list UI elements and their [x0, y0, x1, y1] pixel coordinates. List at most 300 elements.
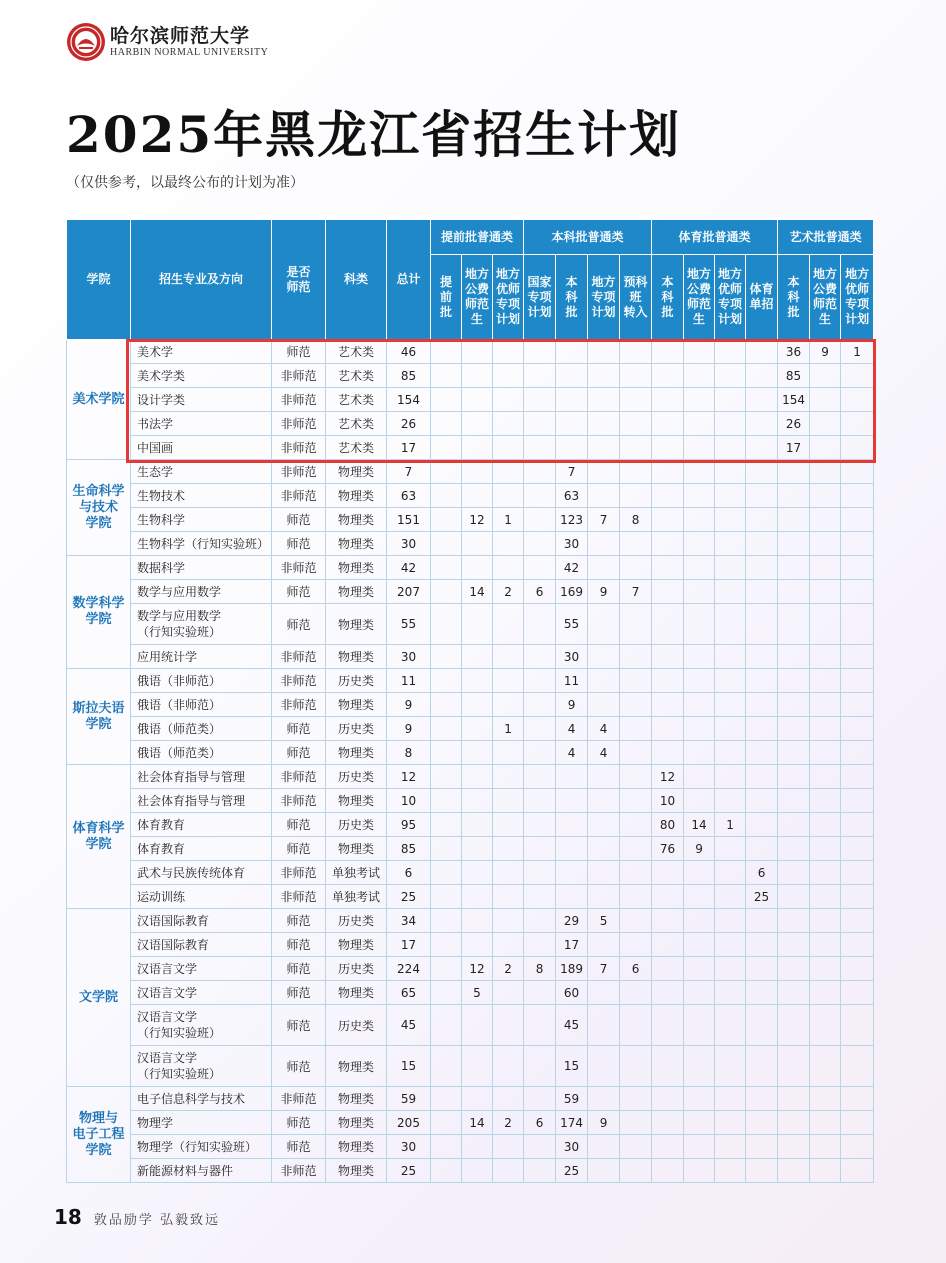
major-cell [131, 436, 272, 460]
table-row [67, 508, 874, 532]
subheader-cell [652, 255, 684, 340]
count-cell-text: 9 [599, 1115, 608, 1130]
count-cell [778, 717, 810, 741]
count-cell [556, 1111, 588, 1135]
major-cell [131, 340, 272, 364]
count-cell [746, 645, 778, 669]
count-cell [715, 813, 746, 837]
count-cell [746, 556, 778, 580]
count-cell [524, 1111, 556, 1135]
major-cell [131, 765, 272, 789]
subheader-cell [715, 255, 746, 340]
total-cell [387, 693, 431, 717]
count-cell [715, 765, 746, 789]
count-cell-text: 2 [504, 961, 512, 976]
count-cell-text: 1 [726, 817, 734, 832]
table-row [67, 1111, 874, 1135]
count-cell-text: 85 [785, 368, 802, 383]
group-header-arts: 艺术批普通类 [778, 220, 874, 255]
count-cell-text: 189 [560, 961, 583, 976]
college-cell [67, 1087, 131, 1183]
count-cell [556, 436, 588, 460]
normal-cell-text: 师范 [286, 537, 311, 551]
category-cell [326, 532, 387, 556]
count-cell [524, 580, 556, 604]
table-row [67, 340, 874, 364]
count-cell [556, 412, 588, 436]
subheader-text: 地方 公费 师范 生 [813, 267, 838, 326]
total-cell [387, 1111, 431, 1135]
count-cell [588, 460, 620, 484]
subheader-text: 地方 公费 师范 生 [464, 267, 489, 326]
category-cell [326, 669, 387, 693]
table-row [67, 789, 874, 813]
count-cell [841, 1005, 874, 1046]
count-cell [684, 412, 715, 436]
count-cell [493, 669, 524, 693]
count-cell [684, 1111, 715, 1135]
count-cell [715, 669, 746, 693]
count-cell [810, 789, 841, 813]
count-cell [493, 933, 524, 957]
count-cell [493, 1087, 524, 1111]
major-cell [131, 532, 272, 556]
count-cell [810, 580, 841, 604]
count-cell [524, 1087, 556, 1111]
normal-cell [272, 508, 326, 532]
total-cell [387, 765, 431, 789]
count-cell [524, 741, 556, 765]
count-cell-text: 7 [567, 464, 576, 479]
subheader-cell [588, 255, 620, 340]
count-cell [778, 837, 810, 861]
count-cell [588, 717, 620, 741]
count-cell [462, 1087, 493, 1111]
normal-cell [272, 364, 326, 388]
table-row [67, 556, 874, 580]
count-cell [462, 364, 493, 388]
count-cell-text: 59 [563, 1091, 580, 1106]
count-cell [462, 669, 493, 693]
major-cell [131, 556, 272, 580]
category-cell-text: 物理类 [337, 650, 374, 664]
table-row [67, 717, 874, 741]
count-cell [462, 717, 493, 741]
count-cell [588, 741, 620, 765]
subheader-text: 本 科 批 [787, 274, 800, 319]
count-cell [652, 909, 684, 933]
count-cell [652, 813, 684, 837]
count-cell [746, 861, 778, 885]
category-cell-text: 单独考试 [331, 866, 380, 880]
count-cell [620, 909, 652, 933]
count-cell [652, 388, 684, 412]
normal-cell-text: 非师范 [280, 770, 317, 784]
normal-cell [272, 412, 326, 436]
total-cell [387, 909, 431, 933]
total-cell [387, 957, 431, 981]
subheader-text: 地方 专项 计划 [591, 274, 616, 319]
count-cell [588, 1005, 620, 1046]
subheader-text: 本 科 批 [661, 274, 674, 319]
total-header: 总计 [387, 220, 431, 340]
normal-cell [272, 604, 326, 645]
count-cell [778, 364, 810, 388]
count-cell [841, 885, 874, 909]
major-cell-text: 物理学 [137, 1115, 174, 1130]
count-cell [746, 1135, 778, 1159]
normal-cell [272, 813, 326, 837]
count-cell-text: 7 [599, 512, 608, 527]
count-cell [841, 981, 874, 1005]
count-cell [684, 532, 715, 556]
category-cell [326, 789, 387, 813]
count-cell [431, 765, 462, 789]
count-cell [493, 981, 524, 1005]
count-cell [652, 1046, 684, 1087]
count-cell [620, 837, 652, 861]
category-cell-text: 艺术类 [337, 417, 374, 431]
count-cell-text: 5 [473, 985, 481, 1000]
category-cell-text: 艺术类 [337, 393, 374, 407]
count-cell [746, 813, 778, 837]
category-cell-text: 历史类 [337, 722, 374, 736]
count-cell [524, 1005, 556, 1046]
total-cell-text: 151 [397, 512, 420, 527]
total-cell-text: 9 [404, 721, 413, 736]
count-cell [778, 460, 810, 484]
count-cell-text: 36 [785, 344, 802, 359]
table-row [67, 1159, 874, 1183]
count-cell [810, 885, 841, 909]
total-cell-text: 154 [397, 392, 420, 407]
count-cell [746, 1159, 778, 1183]
normal-cell-text: 非师范 [280, 890, 317, 904]
count-cell [810, 508, 841, 532]
category-cell [326, 813, 387, 837]
count-cell [524, 693, 556, 717]
normal-cell-text: 师范 [286, 1059, 311, 1074]
normal-cell-text: 非师范 [280, 866, 317, 880]
table-row [67, 813, 874, 837]
count-cell [524, 837, 556, 861]
count-cell [462, 1005, 493, 1046]
count-cell [746, 484, 778, 508]
category-cell-text: 历史类 [337, 1018, 374, 1033]
count-cell [746, 1005, 778, 1046]
count-cell [746, 364, 778, 388]
count-cell [556, 1135, 588, 1159]
count-cell [652, 1111, 684, 1135]
major-cell-text: 俄语（师范类） [137, 721, 222, 736]
count-cell [810, 1111, 841, 1135]
major-cell [131, 412, 272, 436]
count-cell [715, 957, 746, 981]
count-cell [588, 909, 620, 933]
count-cell [556, 532, 588, 556]
count-cell [588, 933, 620, 957]
count-cell [493, 1159, 524, 1183]
major-cell [131, 741, 272, 765]
subheader-text: 地方 公费 师范 生 [687, 267, 712, 326]
count-cell-text: 30 [563, 536, 580, 551]
category-cell-text: 单独考试 [331, 890, 380, 904]
count-cell [778, 645, 810, 669]
count-cell-text: 60 [563, 985, 580, 1000]
major-cell-text: 社会体育指导与管理 [137, 793, 246, 808]
count-cell [524, 340, 556, 364]
count-cell-text: 9 [695, 841, 703, 856]
count-cell [652, 508, 684, 532]
count-cell [588, 885, 620, 909]
normal-cell-text: 非师范 [280, 417, 317, 431]
count-cell [524, 388, 556, 412]
count-cell [524, 1135, 556, 1159]
normal-cell [272, 861, 326, 885]
count-cell [778, 957, 810, 981]
count-cell-text: 15 [563, 1059, 580, 1073]
count-cell [431, 645, 462, 669]
count-cell-text: 9 [567, 697, 576, 712]
count-cell [778, 741, 810, 765]
count-cell [684, 741, 715, 765]
category-cell-text: 物理类 [337, 746, 374, 760]
count-cell [715, 1111, 746, 1135]
count-cell [684, 957, 715, 981]
total-cell [387, 741, 431, 765]
count-cell [841, 484, 874, 508]
category-cell [326, 957, 387, 981]
count-cell [652, 1159, 684, 1183]
count-cell [620, 388, 652, 412]
count-cell [620, 765, 652, 789]
category-cell-text: 物理类 [337, 1140, 374, 1154]
count-cell-text: 6 [757, 865, 766, 880]
count-cell-text: 8 [631, 512, 640, 527]
college-name: 数学科学 学院 [72, 596, 125, 627]
table-row [67, 741, 874, 765]
table-row [67, 1087, 874, 1111]
subheader-cell [431, 255, 462, 340]
normal-cell [272, 460, 326, 484]
table-row [67, 460, 874, 484]
count-cell [462, 1159, 493, 1183]
count-cell [431, 813, 462, 837]
count-cell-text: 169 [560, 584, 583, 599]
normal-cell [272, 645, 326, 669]
count-cell [715, 1159, 746, 1183]
count-cell-text: 2 [504, 1115, 512, 1130]
count-cell [746, 436, 778, 460]
category-cell-text: 艺术类 [337, 369, 374, 383]
count-cell [556, 765, 588, 789]
count-cell [493, 765, 524, 789]
count-cell [620, 340, 652, 364]
category-cell-text: 历史类 [337, 818, 374, 832]
count-cell [493, 909, 524, 933]
count-cell [493, 861, 524, 885]
count-cell [841, 340, 874, 364]
count-cell [778, 693, 810, 717]
normal-header-text: 是否 师范 [286, 264, 311, 294]
major-cell [131, 813, 272, 837]
total-cell-text: 85 [400, 841, 417, 856]
count-cell [778, 484, 810, 508]
table-row [67, 957, 874, 981]
count-cell [524, 645, 556, 669]
count-cell [556, 484, 588, 508]
count-cell [715, 717, 746, 741]
category-cell-text: 物理类 [337, 585, 374, 599]
count-cell [556, 1087, 588, 1111]
count-cell [778, 813, 810, 837]
count-cell-text: 9 [599, 584, 608, 599]
count-cell [778, 412, 810, 436]
subheader-cell [746, 255, 778, 340]
count-cell [684, 580, 715, 604]
count-cell [810, 669, 841, 693]
count-cell [620, 789, 652, 813]
category-cell [326, 981, 387, 1005]
total-cell-text: 95 [400, 817, 417, 832]
count-cell [684, 1046, 715, 1087]
normal-cell [272, 885, 326, 909]
count-cell [556, 837, 588, 861]
count-cell [462, 957, 493, 981]
count-cell [588, 981, 620, 1005]
count-cell [620, 1005, 652, 1046]
count-cell [652, 861, 684, 885]
major-cell-text: 汉语言文学 （行知实验班） [137, 1051, 222, 1081]
total-cell-text: 30 [400, 1139, 417, 1154]
count-cell [746, 532, 778, 556]
count-cell [588, 580, 620, 604]
count-cell [778, 669, 810, 693]
major-cell [131, 1087, 272, 1111]
count-cell [431, 837, 462, 861]
category-cell-text: 物理类 [337, 1164, 374, 1178]
total-cell-text: 59 [400, 1091, 417, 1106]
category-cell-text: 物理类 [337, 465, 374, 479]
count-cell [431, 340, 462, 364]
count-cell [778, 1046, 810, 1087]
count-cell [431, 1159, 462, 1183]
count-cell [431, 1046, 462, 1087]
count-cell [810, 604, 841, 645]
count-cell [556, 508, 588, 532]
category-cell [326, 693, 387, 717]
count-cell [431, 1087, 462, 1111]
major-cell-text: 体育教育 [137, 841, 186, 856]
count-cell [684, 813, 715, 837]
count-cell [684, 436, 715, 460]
category-cell [326, 580, 387, 604]
count-cell [778, 1135, 810, 1159]
count-cell [620, 1159, 652, 1183]
count-cell [778, 909, 810, 933]
category-cell-text: 历史类 [337, 914, 374, 928]
count-cell [746, 957, 778, 981]
count-cell [684, 484, 715, 508]
normal-cell [272, 1159, 326, 1183]
count-cell [684, 909, 715, 933]
count-cell [431, 1005, 462, 1046]
count-cell [524, 364, 556, 388]
category-cell-text: 物理类 [337, 938, 374, 952]
count-cell [620, 717, 652, 741]
count-cell [620, 933, 652, 957]
count-cell [810, 412, 841, 436]
count-cell [652, 1005, 684, 1046]
count-cell-text: 1 [504, 512, 512, 527]
total-cell-text: 224 [397, 961, 420, 976]
count-cell [652, 957, 684, 981]
college-cell [67, 909, 131, 1087]
total-cell [387, 837, 431, 861]
count-cell [462, 981, 493, 1005]
normal-cell-text: 非师范 [280, 441, 317, 455]
major-cell [131, 957, 272, 981]
count-cell [493, 484, 524, 508]
count-cell [588, 1159, 620, 1183]
total-cell [387, 669, 431, 693]
table-row [67, 933, 874, 957]
count-cell [684, 1005, 715, 1046]
total-cell [387, 604, 431, 645]
count-cell [556, 909, 588, 933]
count-cell [462, 388, 493, 412]
table-row [67, 1005, 874, 1046]
count-cell [493, 460, 524, 484]
count-cell [684, 340, 715, 364]
count-cell [588, 364, 620, 388]
count-cell [652, 340, 684, 364]
total-cell [387, 580, 431, 604]
subheader-cell [684, 255, 715, 340]
subheader-text: 地方 优师 专项 计划 [718, 267, 743, 326]
count-cell [462, 933, 493, 957]
total-cell [387, 412, 431, 436]
count-cell [556, 693, 588, 717]
total-cell-text: 11 [400, 673, 417, 688]
college-name: 美术学院 [72, 391, 125, 407]
total-cell-text: 9 [404, 697, 413, 712]
count-cell [778, 1087, 810, 1111]
subheader-text: 预科 班 转入 [623, 274, 648, 319]
count-cell-text: 123 [560, 512, 583, 527]
category-cell-text: 艺术类 [337, 345, 374, 359]
category-cell [326, 933, 387, 957]
category-cell [326, 1087, 387, 1111]
count-cell [462, 837, 493, 861]
category-cell-text: 物理类 [337, 1059, 374, 1074]
normal-cell-text: 非师范 [280, 561, 317, 575]
count-cell [431, 508, 462, 532]
count-cell [620, 484, 652, 508]
major-cell-text: 运动训练 [137, 889, 186, 904]
count-cell [431, 580, 462, 604]
college-cell [67, 460, 131, 556]
count-cell [462, 532, 493, 556]
count-cell [524, 1046, 556, 1087]
normal-cell [272, 1046, 326, 1087]
count-cell [462, 861, 493, 885]
total-cell-text: 15 [400, 1059, 417, 1073]
major-cell [131, 508, 272, 532]
count-cell [746, 789, 778, 813]
category-cell-text: 物理类 [337, 537, 374, 551]
count-cell [462, 813, 493, 837]
